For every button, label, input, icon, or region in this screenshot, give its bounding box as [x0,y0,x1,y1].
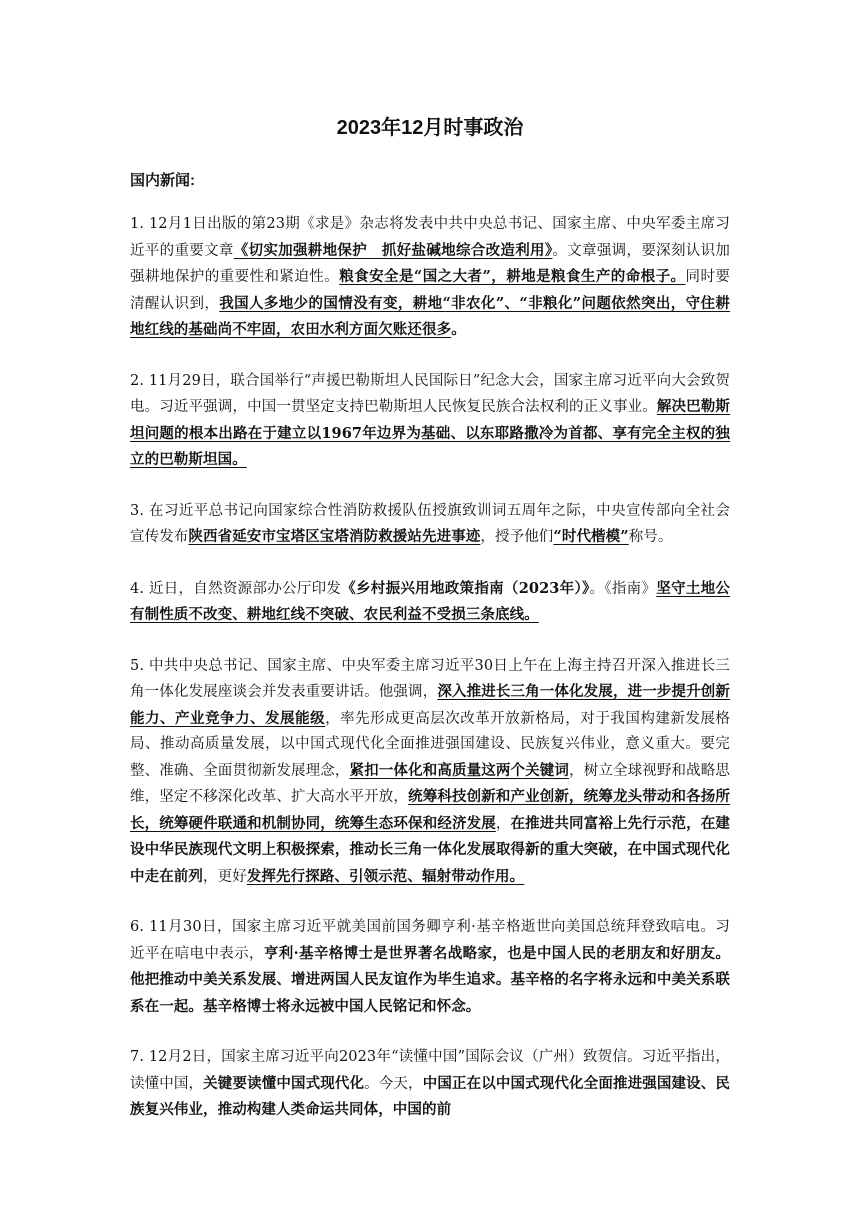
news-list [130,212,730,1149]
news-item: 4. 近日，自然资源部办公厅印发《乡村振兴用地政策指南（2023年）》。《指南》坚守土地公有制性质不改变、耕地红线不突破、农民利益不受损三条底线。 [130,579,730,623]
news-item: 3. 在习近平总书记向国家综合性消防救援队伍授旗致训词五周年之际，中央宣传部向全社会宣传发布陕西省延安市宝塔区宝塔消防救援站先进事迹，授予他们“时代楷模”称号。 [130,502,730,545]
news-item: 6. 11月30日，国家主席习近平就美国前国务卿亨利·基辛格逝世向美国总统拜登致唁电。习近平在唁电中表示，亨利·基辛格博士是世界著名战略家，也是中国人民的老朋友和好朋友。他把推动中美关系发展、增进两国人民友谊作为毕生追求。基辛格的名字将永远和中美关系联系在一起。基辛格博士将永远被中国人民铭记和怀念。 [130,919,730,1015]
news-item: 2. 11月29日，联合国举行“声援巴勒斯坦人民国际日”纪念大会，国家主席习近平向大会致贺电。习近平强调，中国一贯坚定支持巴勒斯坦人民恢复民族合法权利的正义事业。解决巴勒斯坦问题的根本出路在于建立以1967年边界为基础、以东耶路撒冷为首都、享有完全主权的独立的巴勒斯坦国。 [130,372,730,468]
news-item: 1. 12月1日出版的第23期《求是》杂志将发表中共中央总书记、国家主席、中央军委主席习近平的重要文章《切实加强耕地保护 抓好盐碱地综合改造利用》。文章强调，要深刻认识加强耕地保护的重要性和紧迫性。粮食安全是“国之大者”，耕地是粮食生产的命根子。同时要清醒认识到，我国人多地少的国情没有变，耕地“非农化”、“非粮化”问题依然突出，守住耕地红线的基础尚不牢固，农田水利方面欠账还很多。 [130,216,730,338]
section-heading: 国内新闻: [130,172,195,189]
news-item: 7. 12月2日，国家主席习近平向2023年“读懂中国”国际会议（广州）致贺信。习近平指出，读懂中国，关键要读懂中国式现代化。今天，中国正在以中国式现代化全面推进强国建设、民族复兴伟业，推动构建人类命运共同体，中国的前 [130,1049,730,1118]
document-title: 2023年12月时事政治 [336,117,524,139]
news-item: 5. 中共中央总书记、国家主席、中央军委主席习近平30日上午在上海主持召开深入推进长三角一体化发展座谈会并发表重要讲话。他强调，深入推进长三角一体化发展，进一步提升创新能力、产业竞争力、发展能级，率先形成更高层次改革开放新格局，对于我国构建新发展格局、推动高质量发展，以中国式现代化全面推进强国建设、民族复兴伟业，意义重大。要完整、准确、全面贯彻新发展理念，紧扣一体化和高质量这两个关键词，树立全球视野和战略思维，坚定不移深化改革、扩大高水平开放，统筹科技创新和产业创新，统筹龙头带动和各扬所长，统筹硬件联通和机制协同，统筹生态环保和经济发展，在推进共同富裕上先行示范，在建设中华民族现代文明上积极探索，推动长三角一体化发展取得新的重大突破，在中国式现代化中走在前列，更好发挥先行探路、引领示范、辐射带动作用。 [130,657,731,885]
